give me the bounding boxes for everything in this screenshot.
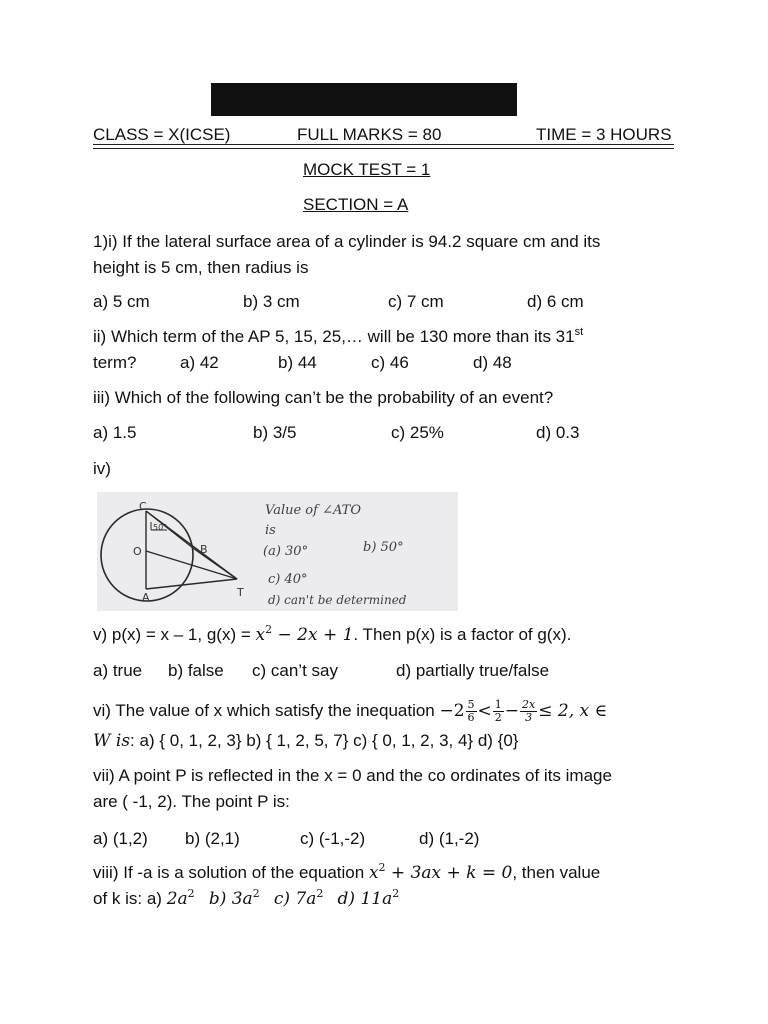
q3-option-c: c) 25% [391,423,444,442]
q6-options: : a) { 0, 1, 2, 3} b) { 1, 2, 5, 7} c) { 0, 1, 2, 3, 4} d) {0} [130,731,519,750]
q8-opt-a-exp: 2 [187,887,195,900]
q8-eq-x: x [368,863,379,883]
q6-w-is: W is [93,731,131,751]
q8-line2-lead: of k is: a) [93,889,167,908]
photo-option-c: c) 40° [268,572,308,587]
q2-line1 [93,324,583,350]
q7-line1: vii) A point P is reflected in the x = 0 and the co ordinates of its image [93,766,612,785]
class-label: CLASS = X(ICSE) [93,125,231,144]
q1-option-b: b) 3 cm [243,292,300,311]
q2-text: ii) Which term of the AP 5, 15, 25,… will be 130 more than its 31 [93,327,575,346]
q5-line1 [93,622,571,648]
q5-g-rest: − 2x + 1 [272,625,354,645]
q5-option-d: d) partially true/false [396,661,550,680]
q8-opt-b-exp: 2 [252,887,260,900]
q7-option-b: b) (2,1) [185,829,240,848]
q3-option-b: b) 3/5 [253,423,297,442]
time-label: TIME = 3 HOURS [536,125,672,144]
header-double-rule [93,144,674,149]
q5-tail: . Then p(x) is a factor of g(x). [353,625,572,644]
q5-g-var: x [255,625,266,645]
circle-tangent-diagram [97,492,458,611]
q8-opt-d-prefix: d) [337,889,361,909]
photo-label-c: C [139,500,147,513]
photo-label-t: T [237,586,244,599]
q5-option-a: a) true [93,661,143,680]
q7-option-d: d) (1,-2) [419,829,480,848]
q6-f3-num: 2x [522,698,536,712]
q7-option-c: c) (-1,-2) [300,829,366,848]
q6-f1-num: 5 [467,698,475,712]
mock-test-label: MOCK TEST = 1 [303,160,431,179]
q6-line1 [93,698,607,724]
photo-label-o: O [133,545,142,558]
photo-label-angle: 50° [153,523,168,532]
q8-opt-c-coef: 7a [295,889,317,909]
photo-question-line1: Value of ∠ATO [265,503,361,518]
q2-option-c: c) 46 [371,353,409,372]
q8-tail: , then value [512,863,601,882]
q4-geometry-photo [97,492,458,611]
q7-line2: are ( -1, 2). The point P is: [93,792,290,811]
q8-line1 [93,860,600,886]
q7-option-a: a) (1,2) [93,829,148,848]
q1-option-a: a) 5 cm [93,292,150,311]
q6-minus: − [504,701,520,721]
q5-g-exp: 2 [265,623,273,636]
q6-frac-five-sixths [466,699,477,724]
photo-label-a: A [142,591,150,604]
q3-line1: iii) Which of the following can’t be the probability of an event? [93,388,554,407]
q6-f2-num: 1 [494,698,502,712]
q8-line2 [93,886,399,912]
photo-question-line2: is [265,523,276,538]
q6-frac-two-x-thirds [520,699,537,724]
q6-f2-den: 2 [494,711,502,725]
photo-option-b: b) 50° [363,540,404,555]
q8-opt-a-coef: 2a [166,889,188,909]
q5-p-part: v) p(x) = x – 1, g(x) = [93,625,256,644]
q6-le-tail: ≤ 2, x ∈ [538,701,608,721]
section-label: SECTION = A [303,195,409,214]
q8-opt-d-exp: 2 [392,887,400,900]
q2-term-label: term? [93,353,137,372]
photo-option-a: (a) 30° [263,544,309,559]
redaction-bar [211,83,517,116]
photo-label-b: B [200,543,208,556]
q1-option-c: c) 7 cm [388,292,444,311]
q3-option-a: a) 1.5 [93,423,137,442]
q1-line1: 1)i) If the lateral surface area of a cylinder is 94.2 square cm and its [93,232,601,251]
q6-line2 [93,728,518,754]
q6-f1-den: 6 [467,711,475,725]
q5-option-b: b) false [168,661,224,680]
q1-option-d: d) 6 cm [527,292,584,311]
q8-eq-exp: 2 [378,861,386,874]
q2-option-d: d) 48 [473,353,512,372]
q2-option-a: a) 42 [180,353,219,372]
photo-option-d: d) can't be determined [268,593,407,607]
q6-minus-two: −2 [439,701,465,721]
q4-label: iv) [93,459,111,478]
q2-superscript: st [574,326,584,338]
q2-option-b: b) 44 [278,353,317,372]
q8-opt-c-exp: 2 [316,887,324,900]
q1-line2: height is 5 cm, then radius is [93,258,309,277]
q6-frac-one-half [493,699,504,724]
q8-opt-b-prefix: b) [208,889,232,909]
q6-lead: vi) The value of x which satisfy the inequation [93,701,440,720]
q8-lead: viii) If -a is a solution of the equation [93,863,369,882]
q8-opt-b-coef: 3a [231,889,253,909]
q3-option-d: d) 0.3 [536,423,580,442]
q8-opt-d-coef: 11a [360,889,393,909]
full-marks-label: FULL MARKS = 80 [297,125,442,144]
q6-lt: < [477,701,492,721]
q8-opt-c-prefix: c) [273,889,296,909]
q6-f3-den: 3 [525,711,533,725]
q5-option-c: c) can’t say [252,661,338,680]
q8-eq-rest: + 3ax + k = 0 [385,863,513,883]
